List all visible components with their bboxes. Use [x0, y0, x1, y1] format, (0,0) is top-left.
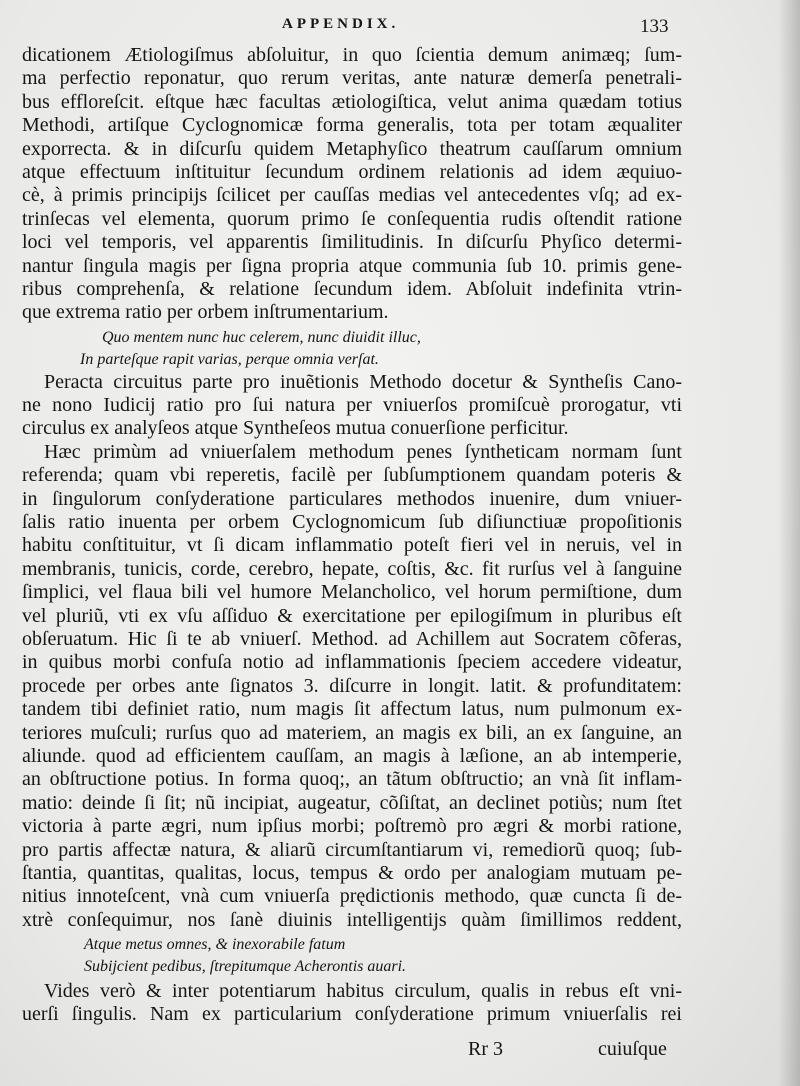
text-line: que extrema ratio per orbem inſtrumentarium.	[22, 301, 389, 324]
text-line: dicationem Ætiologiſmus abſoluitur, in quo ſcientia demum animæq; ſum-	[22, 44, 682, 66]
text-line: ſtantia, quantitas, qualitas, locus, tempus & ordo per analogiam mutuam pe-	[22, 861, 682, 884]
page-edge-shadow	[778, 0, 800, 1086]
text-line: habitu conſtituitur, vt ſi dicam inflammatio poteſt fieri vel in neruis, vel in	[22, 534, 682, 557]
verse-quote-1	[22, 327, 682, 371]
paragraph-3	[22, 441, 682, 932]
signature-mark: Rr 3	[468, 1038, 503, 1060]
paragraph-1	[22, 44, 682, 325]
text-line: membranis, tunicis, corde, cerebro, hepate, coſtis, &c. fit rurſus vel à ſanguine	[22, 557, 682, 580]
text-line: exporrecta. & in diſcurſu quidem Metaphyſico theatrum cauſſarum omnium	[22, 137, 682, 160]
text-line: loci vel temporis, vel apparentis ſimilitudinis. In diſcurſu Phyſico determi-	[22, 231, 682, 254]
running-title: APPENDIX.	[282, 16, 400, 32]
text-line: an obſtructione potius. In forma quoq;, an tãtum obſtructio; an vnà ſit inflam-	[22, 768, 682, 791]
catchword: cuiuſque	[598, 1038, 667, 1060]
paragraph-2	[22, 371, 682, 441]
text-line: matio: deinde ſi ſit; nũ incipiat, augeatur, cõſiſtat, an declinet potiùs; num ſtet	[22, 791, 682, 814]
page-number: 133	[640, 16, 669, 37]
text-line: Hæc primùm ad vniuerſalem methodum penes ſyntheticam normam ſunt	[44, 440, 682, 463]
text-line: bus effloreſcit. eſtque hæc facultas ætiologiſtica, velut anima quædam totius	[22, 90, 682, 113]
verse-line: Atque metus omnes, & inexorabile fatum	[84, 936, 346, 954]
text-line: ne nono Iudicij ratio pro ſui natura per vniuerſos promiſcuè prorogatur, vti	[22, 394, 682, 417]
text-line: atque effectuum inſtituitur ſecundum ordinem relationis ad idem æquiuo-	[22, 160, 682, 183]
verse-line: Quo mentem nunc huc celerem, nunc diuidit illuc,	[102, 328, 421, 346]
text-line: uerſi ſingulis. Nam ex particularium conſyderatione primum vniuerſalis rei	[22, 1003, 682, 1026]
running-head	[0, 14, 800, 42]
text-line: cè, à primis principijs ſcilicet per cauſſas medias vel antecedentes vſq; ad ex-	[22, 184, 682, 207]
text-line: victoria à parte ægri, num ipſius morbi; poſtremò pro ægri & morbi ratione,	[22, 815, 682, 838]
text-line: Peracta circuitus parte pro inuẽtionis Methodo docetur & Syntheſis Cano-	[44, 370, 682, 393]
text-line: in ſingulorum conſyderatione particulares methodos inuenire, dum vniuer-	[22, 487, 682, 510]
text-line: nantur ſingula magis per ſigna propria atque communia ſub 10. primis gene-	[22, 254, 682, 277]
text-line: procede per orbes ante ſignatos 3. diſcurre in longit. latit. & profunditatem:	[22, 674, 682, 697]
verse-line: In parteſque rapit varias, perque omnia verſat.	[80, 350, 379, 368]
text-line: trinſecas vel elementa, quorum primo ſe conſequentia rudis oſtendit ratione	[22, 207, 682, 230]
text-line: aliunde. quod ad efficientem cauſſam, an magis à læſione, an ab intemperie,	[22, 744, 682, 767]
text-line: circulus ex analyſeos atque Syntheſeos mutua conuerſione perficitur.	[22, 417, 569, 440]
verse-quote-2	[22, 934, 682, 978]
text-line: referenda; quam vbi reperetis, facilè per ſubſumptionem quandam poteris &	[22, 464, 682, 487]
text-line: obſeruatum. Hic ſi te ab vniuerſ. Method. ad Achillem aut Socratem cõferas,	[22, 627, 682, 650]
text-line: tandem tibi definiet ratio, num magis ſit affectum latus, num pulmonum ex-	[22, 698, 682, 721]
text-line: Methodi, artiſque Cyclognomicæ forma generalis, tota per totam æqualiter	[22, 114, 682, 137]
text-line: teriores muſculi; rurſus quo ad materiem, an magis ex bili, an ex ſanguine, an	[22, 721, 682, 744]
text-line: ſalis ratio inuenta per orbem Cyclognomicum ſub diſiunctiuæ propoſitionis	[22, 511, 682, 534]
text-line: ribus comprehenſa, & relatione ſecundum idem. Abſoluit indefinita vtrin-	[22, 277, 682, 300]
page-footer	[0, 1036, 800, 1064]
verse-line: Subijcient pedibus, ſtrepitumque Acherontis auari.	[84, 958, 407, 976]
text-line: vel pluriũ, vti ex vſu aſſiduo & exercitatione per epilogiſmum in pluribus eſt	[22, 604, 682, 627]
text-line: ſimplici, vel flaua bili vel humore Melancholico, vel horum permiſtione, dum	[22, 581, 682, 604]
text-line: nitius innoteſcent, vnà cum vniuerſa prędictionis methodo, quæ cuncta ſi de-	[22, 885, 682, 908]
text-line: xtrè conſequimur, nos ſanè diuinis intelligentijs quàm ſimillimos reddent,	[22, 908, 682, 931]
text-line: ma perfectio reponatur, quo rerum veritas, ante naturæ demerſa penetrali-	[22, 67, 682, 90]
text-line: in quibus morbi confuſa notio ad inflammationis ſpeciem accedere videatur,	[22, 651, 682, 674]
text-line: Vides verò & inter potentiarum habitus circulum, qualis in rebus eſt vni-	[44, 980, 682, 1003]
text-line: pro partis affectæ natura, & aliarũ circumſtantiarum vi, remediorũ quoq; ſub-	[22, 838, 682, 861]
body-text	[22, 44, 682, 1027]
paragraph-4	[22, 980, 682, 1027]
